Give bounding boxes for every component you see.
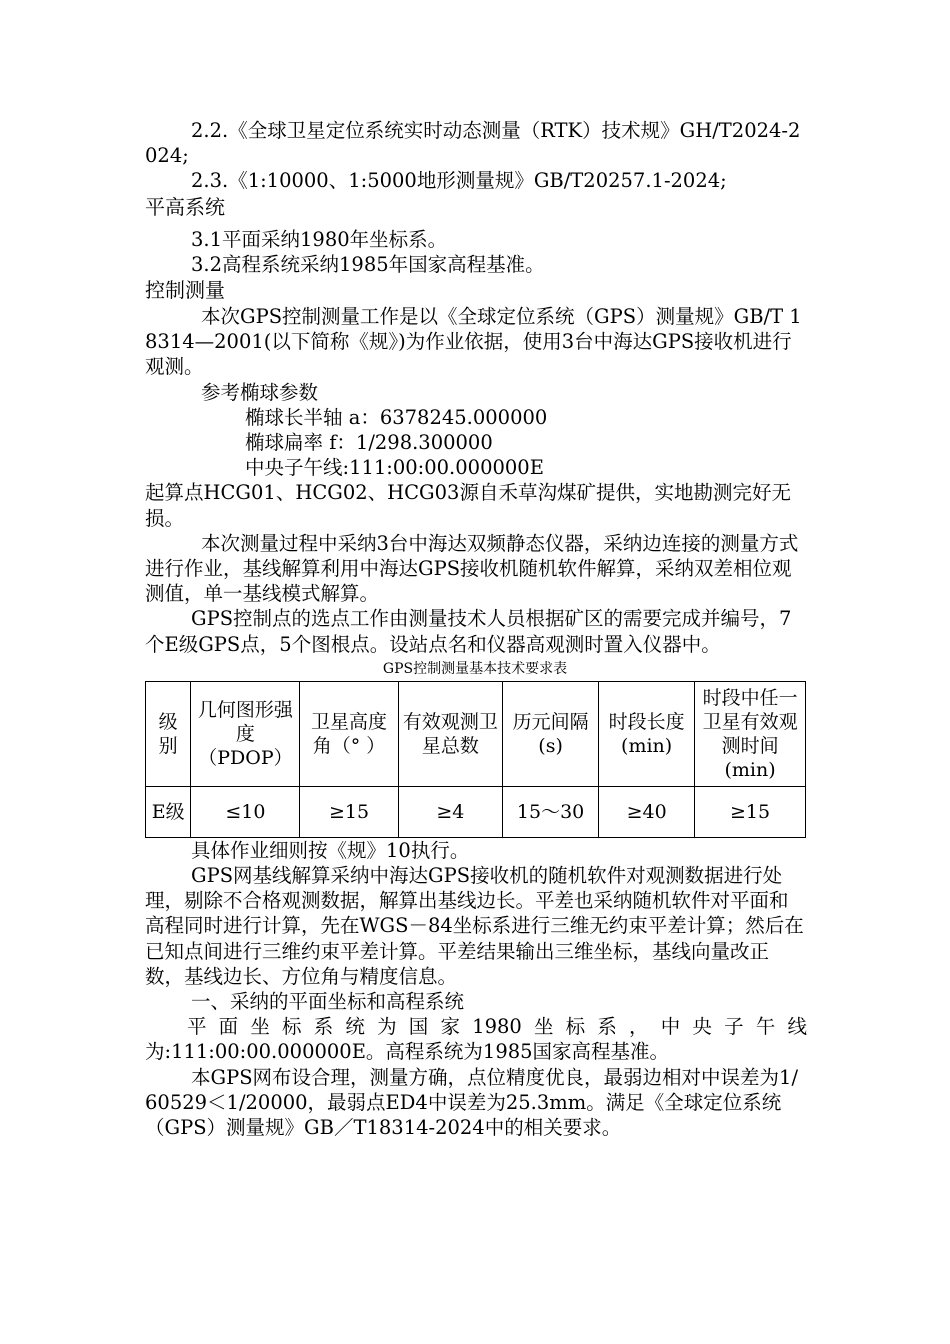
point-selection-text: GPS控制点的选点工作由测量技术人员根据矿区的需要完成并编号，7个E级GPS点，5个图根点。设站点名和仪器高观测时置入仪器中。: [145, 607, 792, 656]
ellipsoid-flattening: 椭球扁率 f：1/298.300000: [245, 431, 493, 455]
table-caption: GPS控制测量基本技术要求表: [382, 660, 568, 677]
baseline-processing-text: GPS网基线解算采纳中海达GPS接收机的随机软件对观测数据进行处理，剔除不合格观测数据，解算出基线边长。平差也采纳随机软件对平面和高程同时进行计算，先在WGS－84坐标系进行三维无约束平差计算；然后在已知点间进行三维约束平差计算。平差结果输出三维坐标，基线向量改正数，基线边长、方位角与精度信息。: [145, 864, 804, 988]
header-epoch-interval: 历元间隔(s): [503, 681, 599, 786]
header-observation-time: 时段中任一卫星有效观测时间(min): [695, 681, 806, 786]
start-points-text: 起算点HCG01、HCG02、HCG03源自禾草沟煤矿提供，实地勘测完好无损。: [145, 481, 791, 530]
section-coordinate-systems: 一、采纳的平面坐标和高程系统: [191, 990, 465, 1014]
plane-system-text: 3.1平面采纳1980年坐标系。: [191, 227, 448, 251]
cell-observation-time: ≥15: [695, 786, 806, 837]
survey-process-text: 本次测量过程中采纳3台中海达双频静态仪器，采纳边连接的测量方式进行作业，基线解算利用中海达GPS接收机随机软件解算，采纳双差相位观测值，单一基线模式解算。: [145, 531, 799, 606]
cell-elevation-angle: ≥15: [300, 786, 398, 837]
header-session-length: 时段长度(min): [599, 681, 695, 786]
cell-pdop: ≤10: [191, 786, 300, 837]
ellipsoid-semi-major: 椭球长半轴 a：6378245.000000: [245, 405, 548, 429]
cell-session-length: ≥40: [599, 786, 695, 837]
cell-epoch-interval: 15～30: [503, 786, 599, 837]
coordinate-system-line2: 为:111:00:00.000000E。高程系统为1985国家高程基准。: [145, 1040, 670, 1064]
cell-grade: E级: [146, 786, 191, 837]
heading-control-survey: 控制测量: [145, 278, 225, 303]
header-elevation-angle: 卫星高度角（° ）: [300, 681, 398, 786]
central-meridian: 中央子午线:111:00:00.000000E: [245, 456, 544, 480]
ellipsoid-params-title: 参考椭球参数: [201, 380, 319, 404]
document-page: [145, 118, 807, 1140]
header-grade: 级别: [146, 681, 191, 786]
gps-requirements-table: [145, 681, 806, 838]
table-row: [146, 786, 806, 837]
standard-ref-topo: 2.3.《1:10000、1:5000地形测量规》GB/T20257.1-2024;: [191, 169, 727, 193]
control-survey-intro: 本次GPS控制测量工作是以《全球定位系统（GPS）测量规》GB/T 18314—2001(以下简称《规》)为作业依据，使用3台中海达GPS接收机进行观测。: [145, 305, 802, 379]
standard-ref-rtk: 2.2.《全球卫星定位系统实时动态测量（RTK）技术规》GH/T2024-2024;: [145, 119, 801, 168]
execution-note: 具体作业细则按《规》10执行。: [191, 838, 470, 862]
header-satellite-count: 有效观测卫星总数: [398, 681, 502, 786]
table-header-row: [146, 681, 806, 786]
coordinate-system-line1: 平面坐标系统为国家1980坐标系，中央子午线: [187, 1015, 807, 1039]
heading-height-system: 平高系统: [145, 194, 225, 219]
elevation-system-text: 3.2高程系统采纳1985年国家高程基准。: [191, 252, 545, 276]
header-pdop: 几何图形强度（PDOP）: [191, 681, 300, 786]
cell-satellite-count: ≥4: [398, 786, 502, 837]
accuracy-conclusion: 本GPS网布设合理，测量方确，点位精度优良，最弱边相对中误差为1/60529＜1/20000，最弱点ED4中误差为25.3mm。满足《全球定位系统（GPS）测量规》GB／T18314-2024中的相关要求。: [145, 1065, 799, 1140]
